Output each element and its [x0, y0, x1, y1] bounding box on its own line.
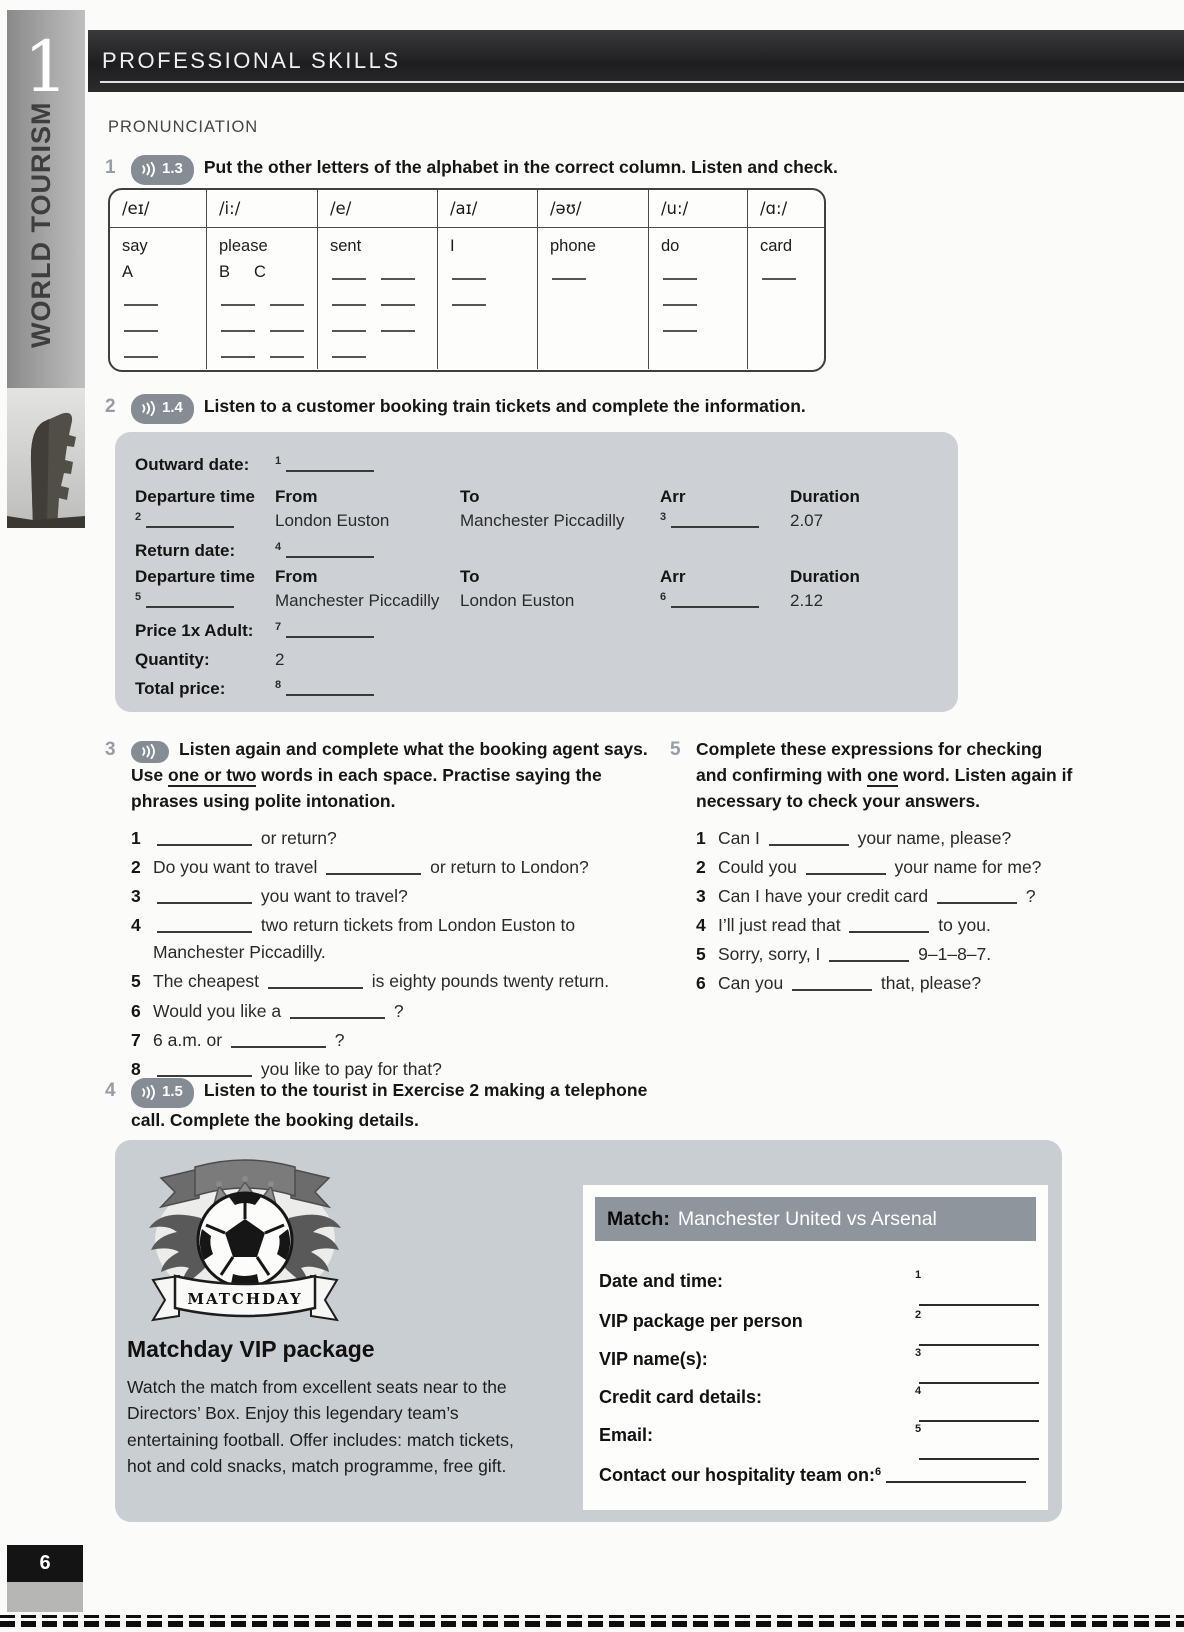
- phoneme-column: [538, 228, 649, 369]
- item-text: The cheapest is eighty pounds twenty return.: [153, 971, 610, 992]
- fill-in-blank: [671, 513, 759, 528]
- fill-in-blank: [919, 1443, 1039, 1460]
- item-number: 7: [131, 1029, 141, 1050]
- answer-blank: [769, 831, 849, 846]
- item-text: you like to pay for that?: [153, 1056, 665, 1083]
- item-number: 2: [696, 856, 706, 877]
- item-number: 1: [131, 827, 141, 848]
- fill-in-blank: [286, 457, 374, 472]
- answer-line: [219, 285, 317, 311]
- example-word: I: [450, 236, 455, 255]
- match-header-bar: [595, 1197, 1036, 1241]
- booking-label: Price 1x Adult:: [135, 621, 254, 640]
- booking-label: Total price:: [135, 679, 226, 698]
- answer-line: [219, 337, 317, 363]
- fill-in-blank: [146, 593, 234, 608]
- blank-number: 4: [275, 541, 282, 553]
- page-number-tab: [7, 1582, 83, 1612]
- logo-banner-text: MATCHDAY: [187, 1290, 303, 1308]
- exercise-item: [131, 1027, 665, 1054]
- answer-blank: [124, 343, 158, 358]
- phoneme-column: [207, 228, 318, 369]
- item-text: Can you that, please?: [718, 973, 982, 994]
- fill-in-blank: [919, 1367, 1039, 1384]
- item-number: 6: [696, 973, 706, 994]
- exercise-number: 2: [105, 396, 116, 417]
- booking-label: Quantity:: [135, 650, 210, 669]
- blank-number: 5: [135, 591, 142, 603]
- booking-col-header: Arr: [660, 567, 686, 586]
- item-text: Can I your name, please?: [718, 827, 1012, 848]
- answer-line: [661, 285, 747, 311]
- chapter-title: PROFESSIONAL SKILLS: [102, 48, 401, 73]
- answer-line: [330, 259, 437, 285]
- underlined-phrase: one or two: [167, 765, 257, 785]
- phoneme-header: /i:/: [207, 190, 318, 228]
- exercise-5-header: [670, 737, 1074, 815]
- numbered-blank: [660, 591, 763, 610]
- booking-cell: 2.07: [790, 511, 824, 530]
- audio-track-number: 1.4: [162, 399, 183, 417]
- booking-col-header: To: [460, 567, 480, 586]
- booking-col-header: From: [275, 487, 318, 506]
- blank-number: 5: [915, 1423, 922, 1435]
- exercise-instruction: Listen again and complete what the booking agent says. Use: [131, 739, 648, 785]
- booking-cell: Manchester Piccadilly: [460, 511, 625, 530]
- item-text: 6 a.m. or ?: [153, 1029, 345, 1050]
- exercise-instruction: Put the other letters of the alphabet in the correct column. Listen and check.: [203, 157, 838, 177]
- booking-col-header: From: [275, 567, 318, 586]
- match-field-blank: [915, 1425, 1048, 1463]
- match-booking-form: [583, 1185, 1048, 1510]
- answer-line: [760, 259, 824, 285]
- answer-blank: [937, 889, 1017, 904]
- exercise-item: [131, 883, 665, 910]
- answer-blank: [124, 317, 158, 332]
- booking-value: [275, 541, 378, 561]
- exercise-item: [131, 825, 665, 852]
- audio-waves-icon: [140, 401, 158, 416]
- answer-blank: [663, 291, 697, 306]
- page-number: 6: [7, 1545, 83, 1582]
- numbered-blank: [275, 455, 378, 474]
- phoneme-header: /aɪ/: [438, 190, 538, 228]
- fill-in-blank: [286, 681, 374, 696]
- blank-number: 3: [660, 511, 667, 523]
- match-field-label: Contact our hospitality team on:: [599, 1465, 876, 1485]
- phoneme-table-head: [110, 190, 824, 228]
- exercise-5: [670, 737, 1074, 999]
- item-number: 2: [131, 856, 141, 877]
- audio-badge: [131, 394, 194, 423]
- answer-blank: [452, 291, 486, 306]
- item-number: 6: [131, 1000, 141, 1021]
- phoneme-header: /eɪ/: [110, 190, 207, 228]
- blank-number: 1: [275, 455, 282, 467]
- answer-blank: [792, 976, 872, 991]
- booking-cell: [660, 591, 763, 611]
- numbered-blank: [915, 1349, 1043, 1386]
- match-field-blank: [915, 1387, 1048, 1425]
- numbered-blank: [915, 1271, 1043, 1308]
- audio-track-number: 1.3: [162, 160, 183, 178]
- audio-waves-icon: [140, 1085, 158, 1100]
- phoneme-column: [318, 228, 438, 369]
- match-field-blank: [915, 1271, 1048, 1309]
- booking-cell: [135, 511, 238, 531]
- answer-blank: [231, 1033, 326, 1048]
- audio-track-number: 1.5: [162, 1083, 183, 1101]
- exercise-item: [696, 854, 1074, 881]
- fill-in-blank: [919, 1289, 1039, 1306]
- exercise-item: [131, 968, 665, 995]
- item-number: 8: [131, 1058, 141, 1079]
- blank-number: 8: [275, 679, 282, 691]
- phoneme-header: /ɑ:/: [748, 190, 824, 228]
- blank-number: 2: [915, 1309, 922, 1321]
- answer-blank: [270, 317, 304, 332]
- answer-blank: [332, 317, 366, 332]
- answer-line: [550, 259, 648, 285]
- exercise-instruction: words in each space. Practise saying the phrases using polite intonation.: [131, 765, 602, 811]
- answer-line: [330, 311, 437, 337]
- exercise-item: [696, 941, 1074, 968]
- booking-col-header: Arr: [660, 487, 686, 506]
- unit-number: 1: [23, 26, 69, 108]
- blank-number: 6: [875, 1466, 882, 1478]
- answer-blank: [663, 265, 697, 280]
- answer-line: [661, 311, 747, 337]
- answer-blank: [221, 317, 255, 332]
- numbered-blank: [275, 621, 378, 640]
- numbered-blank: [915, 1387, 1043, 1424]
- booking-cell: London Euston: [460, 591, 575, 610]
- numbered-blank: [875, 1465, 1030, 1485]
- letter-answer: B: [219, 262, 231, 281]
- booking-label: Outward date:: [135, 455, 250, 474]
- answer-blank: [552, 265, 586, 280]
- vip-package-description: Watch the match from excellent seats near to the Directors’ Box. Enjoy this legendary team’s entertaining football. Offer includes: match tickets, hot and cold snacks, match programme, free gift.: [127, 1377, 514, 1476]
- booking-col-header: Duration: [790, 487, 860, 506]
- booking-value: [275, 455, 378, 475]
- item-number: 1: [696, 827, 706, 848]
- example-word: sent: [330, 236, 362, 255]
- phoneme-header: /e/: [318, 190, 438, 228]
- exercise-number: 4: [105, 1080, 116, 1101]
- booking-col-header: Departure time: [135, 567, 255, 586]
- match-field-label: VIP package per person: [599, 1311, 803, 1331]
- phoneme-column: [438, 228, 538, 369]
- answer-blank: [270, 343, 304, 358]
- booking-col-header: Duration: [790, 567, 860, 586]
- numbered-blank: [135, 511, 238, 530]
- fill-in-blank: [671, 593, 759, 608]
- answer-blank: [829, 947, 909, 962]
- item-text: Do you want to travel or return to London?: [153, 856, 589, 877]
- answer-blank: [332, 291, 366, 306]
- blank-number: 6: [660, 591, 667, 603]
- exercise-number: 3: [105, 739, 116, 760]
- blank-number: 7: [275, 621, 282, 633]
- phoneme-column: [748, 228, 824, 369]
- item-number: 3: [131, 886, 141, 907]
- answer-blank: [381, 265, 415, 280]
- match-field-label: Date and time:: [599, 1271, 724, 1291]
- example-word: do: [661, 236, 680, 255]
- answer-line: [450, 259, 537, 285]
- answer-blank: [157, 831, 252, 846]
- numbered-blank: [135, 591, 238, 610]
- answer-blank: [381, 317, 415, 332]
- numbered-blank: [660, 511, 763, 530]
- item-text: I’ll just read that to you.: [718, 915, 991, 936]
- phoneme-column: [649, 228, 748, 369]
- audio-badge: [131, 1078, 194, 1107]
- answer-blank: [452, 265, 486, 280]
- example-word: say: [122, 236, 148, 255]
- moai-photo: [7, 388, 85, 528]
- bottom-dashed-rule: [0, 1615, 1184, 1618]
- example-word: card: [760, 236, 793, 255]
- answer-blank: [157, 1062, 252, 1077]
- exercise-item: [131, 912, 665, 966]
- matchday-crest-logo: [143, 1152, 347, 1330]
- exercise-instruction: Listen to a customer booking train tickets and complete the information.: [203, 396, 806, 416]
- phoneme-header: /əʊ/: [538, 190, 649, 228]
- vip-advert-panel: [115, 1140, 1062, 1522]
- fill-in-blank: [286, 543, 374, 558]
- answer-blank: [849, 918, 929, 933]
- answer-line: [330, 337, 437, 363]
- item-number: 4: [696, 915, 706, 936]
- audio-badge: [131, 741, 169, 763]
- blank-number: 1: [915, 1269, 922, 1281]
- exercise-item: [696, 883, 1074, 910]
- item-text: Can I have your credit card ?: [718, 885, 1036, 906]
- booking-form: [115, 432, 958, 712]
- blank-number: 2: [135, 511, 142, 523]
- match-field-blank: [915, 1349, 1048, 1387]
- exercise-2-header: [105, 394, 905, 424]
- item-text: or return?: [153, 825, 665, 852]
- item-number: 3: [696, 885, 706, 906]
- booking-cell: 2.12: [790, 591, 824, 610]
- exercise-item: [696, 970, 1074, 997]
- booking-col-header: To: [460, 487, 480, 506]
- numbered-blank: [915, 1311, 1043, 1348]
- answer-blank: [157, 918, 252, 933]
- answer-blank: [221, 291, 255, 306]
- item-number: 4: [131, 915, 141, 936]
- item-number: 5: [696, 944, 706, 965]
- match-label: Match:: [607, 1208, 670, 1230]
- header-underline: [100, 81, 1184, 83]
- match-row: [599, 1465, 1030, 1486]
- match-field-label: VIP name(s):: [599, 1349, 708, 1369]
- numbered-blank: [275, 541, 378, 560]
- fill-in-blank: [919, 1329, 1039, 1346]
- match-field-label: Email:: [599, 1425, 654, 1445]
- answer-line: [450, 285, 537, 311]
- answer-line: [661, 259, 747, 285]
- ex5-items: [696, 825, 1074, 998]
- section-label: PRONUNCIATION: [108, 118, 259, 136]
- phoneme-table-body: [110, 228, 824, 369]
- item-text: Could you your name for me?: [718, 856, 1042, 877]
- item-text: Would you like a ?: [153, 1000, 404, 1021]
- item-number: 5: [131, 971, 141, 992]
- audio-badge: [131, 155, 194, 184]
- example-word: phone: [550, 236, 596, 255]
- answer-blank: [762, 265, 796, 280]
- item-text: two return tickets from London Euston to Manchester Piccadilly.: [153, 915, 576, 963]
- answer-line: [122, 259, 206, 285]
- blank-number: 3: [915, 1347, 922, 1359]
- exercise-number: 5: [670, 739, 681, 760]
- answer-blank: [332, 343, 366, 358]
- answer-blank: [221, 343, 255, 358]
- booking-col-header: Departure time: [135, 487, 255, 506]
- exercise-4-header: [105, 1078, 685, 1133]
- underlined-phrase: one: [867, 764, 899, 785]
- letter-answer: C: [254, 262, 266, 281]
- booking-value: [275, 621, 378, 641]
- blank-number: 4: [915, 1385, 922, 1397]
- answer-line: [122, 285, 206, 311]
- audio-waves-icon: [140, 162, 158, 177]
- answer-blank: [663, 317, 697, 332]
- exercise-number: 1: [105, 157, 116, 178]
- item-text: Sorry, sorry, I 9–1–8–7.: [718, 944, 992, 965]
- fill-in-blank: [919, 1405, 1039, 1422]
- answer-blank: [268, 974, 363, 989]
- numbered-blank: [275, 679, 378, 698]
- exercise-item: [131, 854, 665, 881]
- answer-blank: [270, 291, 304, 306]
- unit-title: WORLD TOURISM: [26, 101, 56, 348]
- ex3-items: [131, 825, 665, 1083]
- booking-cell: [660, 511, 763, 531]
- answer-blank: [157, 889, 252, 904]
- item-text: you want to travel?: [153, 883, 665, 910]
- booking-cell: London Euston: [275, 511, 390, 530]
- bottom-dashed-rule: [0, 1621, 1184, 1627]
- answer-line: [219, 311, 317, 337]
- example-word: please: [219, 236, 268, 255]
- exercise-3-header: [105, 737, 665, 815]
- exercise-1-header: [105, 155, 865, 185]
- answer-blank: [806, 860, 886, 875]
- answer-blank: [290, 1004, 385, 1019]
- vip-package-heading: Matchday VIP package: [127, 1336, 375, 1362]
- letter-answer: A: [122, 262, 134, 281]
- match-field-label: Credit card details:: [599, 1387, 763, 1407]
- match-teams: Manchester United vs Arsenal: [677, 1208, 937, 1230]
- exercise-item: [696, 912, 1074, 939]
- phoneme-column: [110, 228, 207, 369]
- fill-in-blank: [286, 623, 374, 638]
- answer-blank: [381, 291, 415, 306]
- answer-line: [122, 337, 206, 363]
- booking-cell: [135, 591, 238, 611]
- match-field-blank: [915, 1311, 1048, 1349]
- answer-line: [330, 285, 437, 311]
- answer-blank: [332, 265, 366, 280]
- fill-in-blank: [146, 513, 234, 528]
- exercise-item: [696, 825, 1074, 852]
- chapter-header-bar: [88, 30, 1184, 92]
- numbered-blank: [915, 1425, 1043, 1462]
- phoneme-header: /u:/: [649, 190, 748, 228]
- answer-blank: [326, 860, 421, 875]
- exercise-item: [131, 998, 665, 1025]
- audio-waves-icon: [140, 744, 158, 759]
- exercise-instruction: Complete these expressions for checking and confirming with: [696, 739, 1043, 785]
- booking-value: [275, 679, 378, 699]
- answer-line: [219, 259, 317, 285]
- answer-line: [122, 311, 206, 337]
- phoneme-table: [108, 188, 826, 372]
- answer-blank: [124, 291, 158, 306]
- exercise-3: [105, 737, 665, 1085]
- exercise-instruction: word. Listen again if necessary to check your answers.: [696, 764, 1073, 811]
- booking-value: 2: [275, 650, 285, 669]
- fill-in-blank: [886, 1466, 1026, 1483]
- booking-label: Return date:: [135, 541, 236, 560]
- booking-cell: Manchester Piccadilly: [275, 591, 440, 610]
- exercise-instruction: Listen to the tourist in Exercise 2 making a telephone call. Complete the booking details.: [131, 1080, 648, 1130]
